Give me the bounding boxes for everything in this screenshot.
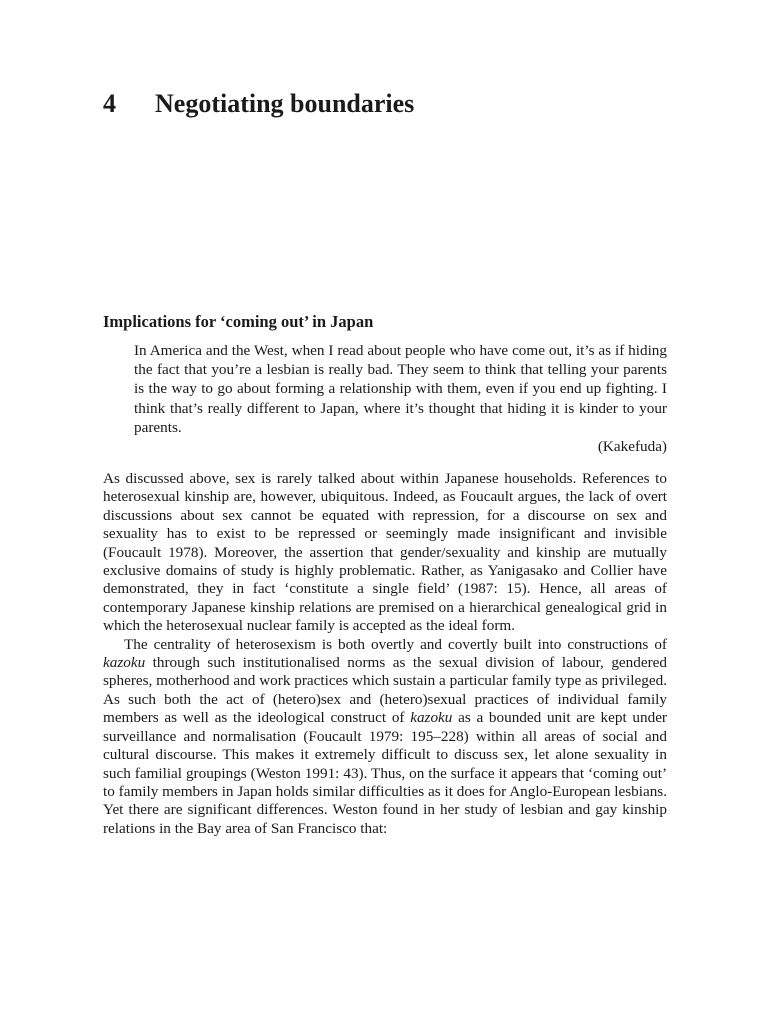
paragraph-2-part-3: as a bounded unit are kept under surveillance and normalisation (Foucault 1979: 195–228) within all areas of social and cultural discourse. This makes it extremely difficult to discuss sex, let alone sexuality in such familial groupings (Weston 1991: 43). Thus, on the surface it appears that ‘coming out’ to family members in Japan holds similar difficulties as it does for Anglo-European lesbians. Yet there are significant differences. Weston found in her study of lesbian and gay kinship relations in the Bay area of San Francisco that: [103,709,667,837]
block-quote [134,341,667,456]
body-text [103,470,667,838]
section-heading: Implications for ‘coming out’ in Japan [103,312,374,331]
paragraph-2 [103,636,667,838]
paragraph-2-part-2: through such institutionalised norms as the sexual division of labour, gendered spheres, motherhood and work practices which sustain a particular family type as privileged. As such both the act of (hetero)sex and (hetero)sexual practices of individual family members as well as the ideological construct of [103,654,667,727]
term-kazoku-2: kazoku [410,709,453,727]
chapter-title: Negotiating boundaries [155,89,415,118]
quote-attribution: (Kakefuda) [597,438,667,456]
paragraph-1: As discussed above, sex is rarely talked about within Japanese households. References to heterosexual kinship are, however, ubiquitous. Indeed, as Foucault argues, the lack of overt discussions about sex cannot be equated with repression, for a discourse on sex and sexuality has to exist to be repressed or seemingly made insignificant and invisible (Foucault 1978). Moreover, the assertion that gender/sexuality and kinship are mutually exclusive domains of study is highly problematic. Rather, as Yanigasako and Collier have demonstrated, they in fact ‘constitute a single field’ (1987: 15). Hence, all areas of contemporary Japanese kinship relations are premised on a hierarchical genealogical grid in which the heterosexual nuclear family is accepted as the ideal form. [103,470,667,635]
term-kazoku-1: kazoku [103,654,146,672]
quote-text: In America and the West, when I read about people who have come out, it’s as if hiding the fact that you’re a lesbian is really bad. They seem to think that telling your parents is the way to go about forming a relationship with them, even if you end up fighting. I think that’s really different to Japan, where it’s thought that hiding it is kinder to your parents. [134,342,667,436]
chapter-heading [103,86,414,122]
paragraph-2-part-1: The centrality of heterosexism is both overtly and covertly built into constructions of [124,635,667,653]
chapter-number: 4 [103,89,116,118]
